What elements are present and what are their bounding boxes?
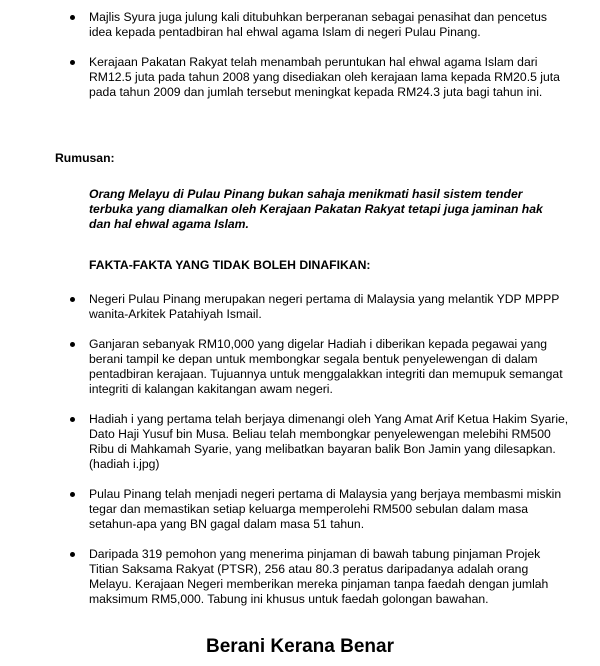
footer-title: Berani Kerana Benar (206, 636, 394, 657)
list-item (70, 55, 570, 100)
bullet-icon (70, 417, 75, 422)
bullet-text: Negeri Pulau Pinang merupakan negeri pertama di Malaysia yang melantik YDP MPPP wanita-Arkitek Patahiyah Ismail. (89, 292, 560, 321)
rumusan-heading: Rumusan: (55, 151, 115, 165)
bullet-icon (70, 552, 75, 557)
bullet-icon (70, 492, 75, 497)
bullet-text: Kerajaan Pakatan Rakyat telah menambah peruntukan hal ehwal agama Islam dari RM12.5 juta pada tahun 2008 yang disediakan oleh kerajaan lama kepada RM20.5 juta pada tahun 2009 dan jumlah tersebut meningkat kepada RM24.3 juta bagi tahun ini. (89, 55, 560, 99)
bullet-icon (70, 15, 75, 20)
bullet-text: Hadiah i yang pertama telah berjaya dimenangi oleh Yang Amat Arif Ketua Hakim Syarie, Dato Haji Yusuf bin Musa. Beliau telah membongkar penyelewengan melebihi RM500 Ribu di Mahkamah Syarie, yang melibatkan bayaran balik Bon Jamin yang dilesapkan. (hadiah i.jpg) (89, 412, 569, 471)
facts-bullet-list (70, 292, 570, 622)
list-item (70, 547, 570, 607)
bullet-text: Majlis Syura juga julung kali ditubuhkan berperanan sebagai penasihat dan pencetus idea kepada pentadbiran hal ehwal agama Islam di negeri Pulau Pinang. (89, 10, 548, 39)
list-item (70, 337, 570, 397)
list-item (70, 412, 570, 472)
bullet-icon (70, 60, 75, 65)
bullet-icon (70, 342, 75, 347)
bullet-text: Pulau Pinang telah menjadi negeri pertama di Malaysia yang berjaya membasmi miskin tegar dan memastikan setiap keluarga memperolehi RM500 sebulan dalam masa setahun-apa yang BN gagal dalam masa 51 tahun. (89, 487, 562, 531)
top-bullet-list (70, 10, 570, 115)
list-item (70, 487, 570, 532)
list-item (70, 292, 570, 322)
facts-heading: FAKTA-FAKTA YANG TIDAK BOLEH DINAFIKAN: (89, 258, 371, 272)
summary-paragraph: Orang Melayu di Pulau Pinang bukan sahaja menikmati hasil sistem tender terbuka yang diamalkan oleh Kerajaan Pakatan Rakyat tetapi juga jaminan hak dan hal ehwal agama Islam. (89, 187, 543, 231)
bullet-icon (70, 297, 75, 302)
list-item (70, 10, 570, 40)
bullet-text: Ganjaran sebanyak RM10,000 yang digelar Hadiah i diberikan kepada pegawai yang berani tampil ke depan untuk membongkar segala bentuk penyelewengan di dalam pentadbiran kerajaan. Tujuannya untuk menggalakkan integriti dan memupuk semangat integriti di kalangan kakitangan awam negeri. (89, 337, 563, 396)
bullet-text: Daripada 319 pemohon yang menerima pinjaman di bawah tabung pinjaman Projek Titian Saksama Rakyat (PTSR), 256 atau 80.3 peratus daripadanya adalah orang Melayu. Kerajaan Negeri memberikan mereka pinjaman tanpa faedah dengan jumlah maksimum RM5,000. Tabung ini khusus untuk faedah golongan bawahan. (89, 547, 549, 606)
